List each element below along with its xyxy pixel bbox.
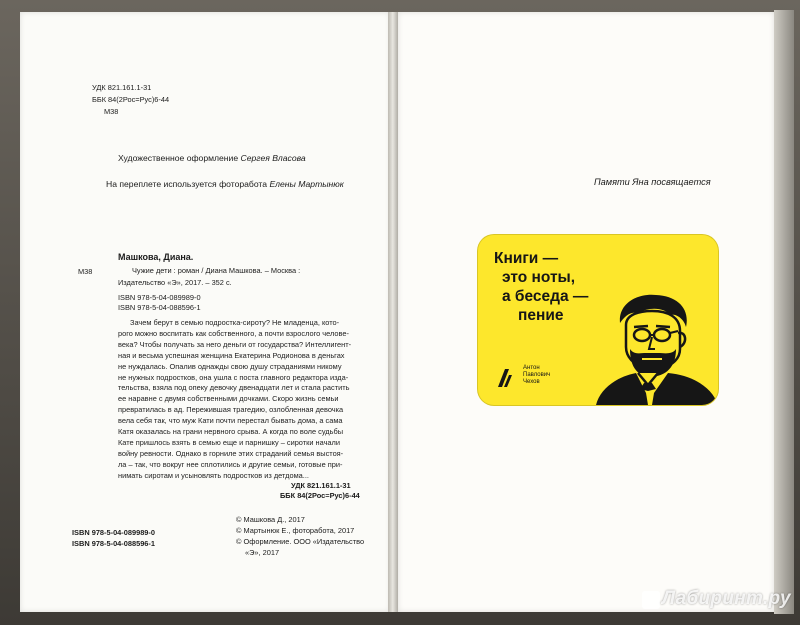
- catalog-author-mark: М38: [78, 267, 93, 276]
- card-author: [523, 365, 550, 386]
- annotation-line: Кате пришлось взять в семью еще и парнишку – сиротки начали: [118, 437, 340, 447]
- annotation-line: не нуждалась. Опалив однажды свою душу страданиями никому: [118, 361, 342, 371]
- card-quote: [494, 249, 588, 325]
- annotation-line: Катя оказалась на грани нервного срыва. А когда по воле судьбы: [118, 427, 344, 437]
- annotation-line: превратилась в ад. Пережившая трагедию, озлобленная девочка: [118, 405, 344, 415]
- watermark: Лабиринт.ру: [662, 588, 791, 609]
- bottom-isbn1: ISBN 978-5-04-089989-0: [72, 528, 155, 537]
- art-design-name: Сергея Власова: [240, 153, 306, 163]
- catalog-title-line2: Издательство «Э», 2017. – 352 с.: [118, 278, 232, 287]
- quote-line: это ноты,: [502, 269, 576, 286]
- catalog-title-line1: Чужие дети : роман / Диана Машкова. – Москва :: [132, 266, 301, 275]
- catalog-isbn1: ISBN 978-5-04-089989-0: [118, 293, 201, 302]
- author-line: Антон: [523, 365, 540, 371]
- quote-line: Книги —: [494, 250, 559, 267]
- author-mark: М38: [104, 107, 119, 116]
- art-design-credit: [118, 152, 306, 164]
- annotation-line: вела себя так, что муж Кати почти перестал бывать дома, а сама: [118, 416, 343, 426]
- copyright-line: © Мартынюк Е., фоторабота, 2017: [236, 526, 355, 535]
- book-annotation: [118, 318, 368, 482]
- bbk-code: ББК 84(2Рос=Рус)6-44: [92, 95, 170, 104]
- udk-code: УДК 821.161.1-31: [92, 83, 152, 92]
- art-design-prefix: Художественное оформление: [118, 153, 241, 163]
- annotation-line: нимать сиротам и усыновлять подростков из детдома...: [118, 470, 309, 480]
- bookmark-card: [478, 235, 718, 405]
- catalog-isbn2: ISBN 978-5-04-088596-1: [118, 303, 201, 312]
- catalog-author: Машкова, Диана.: [118, 252, 194, 262]
- catalog-bbk-code: ББК 84(2Рос=Рус)6-44: [280, 491, 360, 500]
- copyright-line: «Э», 2017: [245, 548, 280, 557]
- catalog-udk-code: УДК 821.161.1-31: [291, 481, 351, 490]
- bottom-isbn2: ISBN 978-5-04-088596-1: [72, 539, 155, 548]
- annotation-line: ная и весьма успешная женщина Екатерина Родионова в деньгах: [118, 350, 345, 360]
- annotation-line: не нужных подростков, она ушла с поста главного редактора изда-: [118, 372, 349, 382]
- annotation-line: ла – так, что вокруг нее сплотились и другие семьи, готовые при-: [118, 459, 343, 469]
- book-edge: [774, 10, 794, 614]
- chekhov-portrait-icon: [586, 293, 718, 405]
- publisher-logo-icon: [496, 367, 518, 389]
- cover-photo-name: Елены Мартынюк: [269, 179, 344, 189]
- cover-photo-credit: [106, 178, 344, 190]
- annotation-line: века? Чтобы получать за него деньги от государства? Интеллигент-: [118, 339, 352, 349]
- quote-line: пение: [518, 307, 564, 324]
- author-line: Павлович: [523, 372, 551, 378]
- watermark-logo-icon: [642, 591, 660, 609]
- annotation-line: тельства, взяла под опеку девочку двенадцати лет и стала растить: [118, 383, 350, 393]
- quote-line: а беседа —: [502, 288, 589, 305]
- copyright-line: © Машкова Д., 2017: [236, 515, 305, 524]
- annotation-line: войну ревности. Однако в горниле этих страданий семья выстоя-: [118, 448, 344, 458]
- annotation-line: рого можно воспитать как собственного, а почти взрослого челове-: [118, 328, 349, 338]
- left-page: [20, 12, 390, 612]
- annotation-line: ее наравне с двумя собственными дочками. Скоро жизнь семьи: [118, 394, 339, 404]
- cover-photo-prefix: На переплете используется фоторабота: [106, 179, 270, 189]
- author-line: Чехов: [523, 379, 540, 385]
- annotation-line: Зачем берут в семью подростка-сироту? Не младенца, кото-: [130, 318, 340, 327]
- dedication: Памяти Яна посвящается: [594, 177, 711, 187]
- copyright-line: © Оформление. ООО «Издательство: [236, 537, 365, 546]
